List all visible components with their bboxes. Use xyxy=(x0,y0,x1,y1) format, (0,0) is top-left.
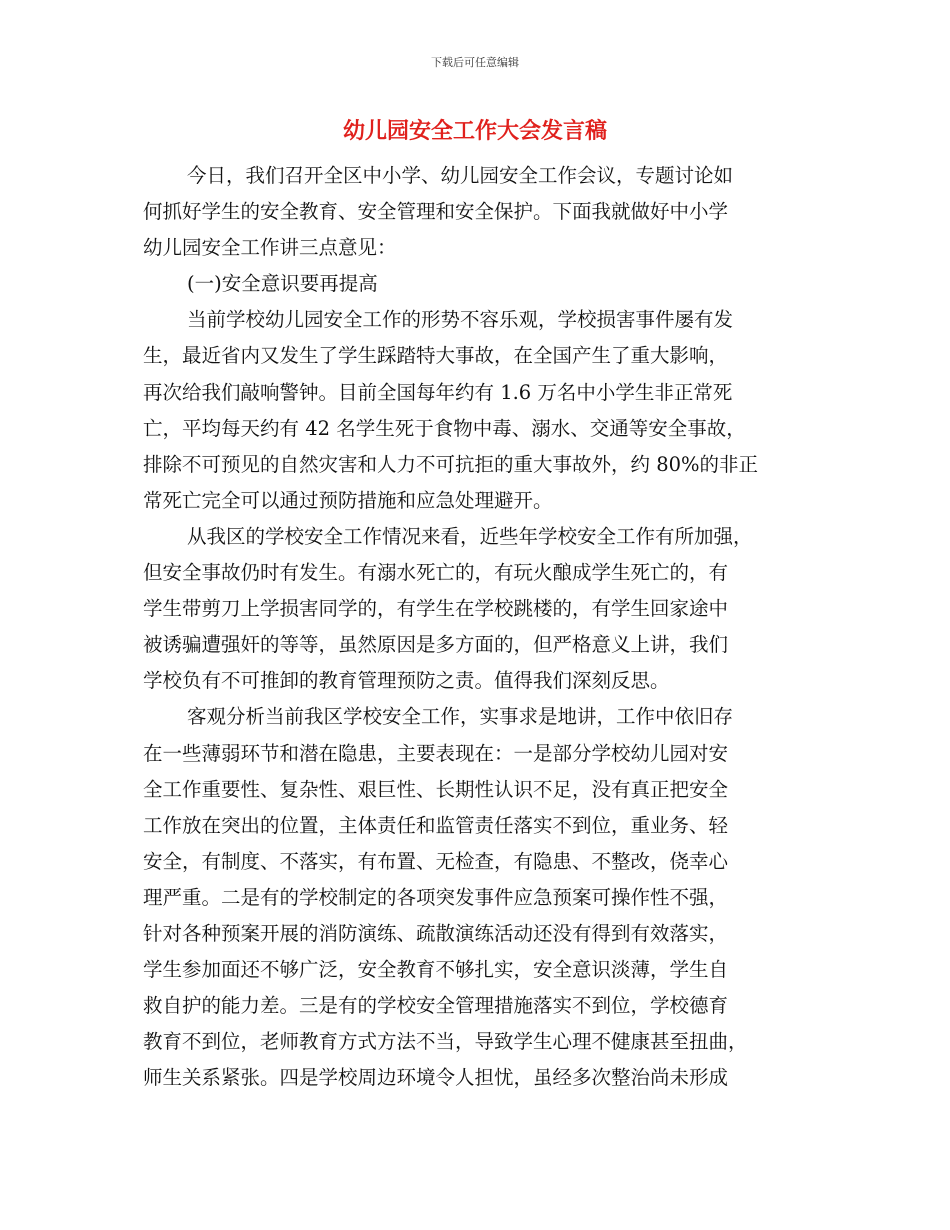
text-line: (一)安全意识要再提高 xyxy=(187,272,378,296)
text-line: 今日，我们召开全区中小学、幼儿园安全工作会议，专题讨论如 xyxy=(187,164,734,187)
text-line: 但安全事故仍时有发生。有溺水死亡的，有玩火酿成学生死亡的，有 xyxy=(143,561,729,585)
text-line: 针对各种预案开展的消防演练、疏散演练活动还没有得到有效落实， xyxy=(143,921,729,945)
document-body xyxy=(143,158,809,1096)
document-title: 幼儿园安全工作大会发言稿 xyxy=(342,119,607,144)
text-line: 当前学校幼儿园安全工作的形势不容乐观，学校损害事件屡有发 xyxy=(187,308,734,332)
text-line: 全工作重要性、复杂性、艰巨性、长期性认识不足，没有真正把安全 xyxy=(143,777,729,801)
text-line: 从我区的学校安全工作情况来看，近些年学校安全工作有所加强， xyxy=(187,524,753,548)
text-line: 客观分析当前我区学校安全工作，实事求是地讲，工作中依旧存 xyxy=(187,705,734,729)
text-line: 生，最近省内又发生了学生踩踏特大事故，在全国产生了重大影响， xyxy=(143,344,729,368)
text-line: 学校负有不可推卸的教育管理预防之责。值得我们深刻反思。 xyxy=(143,669,670,693)
text-line: 理严重。二是有的学校制定的各项突发事件应急预案可操作性不强， xyxy=(143,885,729,909)
text-line: 再次给我们敲响警钟。目前全国每年约有 1.6 万名中小学生非正常死 xyxy=(143,380,733,404)
text-line: 救自护的能力差。三是有的学校安全管理措施落实不到位，学校德育 xyxy=(143,994,729,1018)
text-line: 安全，有制度、不落实，有布置、无检查，有隐患、不整改，侥幸心 xyxy=(143,849,729,873)
text-line: 教育不到位，老师教育方式方法不当，导致学生心理不健康甚至扭曲， xyxy=(143,1030,748,1054)
text-line: 被诱骗遭强奸的等等，虽然原因是多方面的，但严格意义上讲，我们 xyxy=(143,633,729,657)
text-line: 何抓好学生的安全教育、安全管理和安全保护。下面我就做好中小学 xyxy=(143,200,729,224)
text-line: 工作放在突出的位置，主体责任和监管责任落实不到位，重业务、轻 xyxy=(143,813,729,837)
text-line: 排除不可预见的自然灾害和人力不可抗拒的重大事故外，约 80%的非正 xyxy=(143,452,759,476)
text-line: 幼儿园安全工作讲三点意见： xyxy=(143,236,397,260)
header-note: 下载后可任意编辑 xyxy=(431,56,519,69)
text-line: 师生关系紧张。四是学校周边环境令人担忧，虽经多次整治尚未形成 xyxy=(143,1066,729,1090)
text-line: 亡，平均每天约有 42 名学生死于食物中毒、溺水、交通等安全事故， xyxy=(143,416,746,440)
text-line: 在一些薄弱环节和潜在隐患，主要表现在：一是部分学校幼儿园对安 xyxy=(143,741,729,765)
text-line: 学生参加面还不够广泛，安全教育不够扎实，安全意识淡薄，学生自 xyxy=(143,958,729,982)
text-line: 学生带剪刀上学损害同学的，有学生在学校跳楼的，有学生回家途中 xyxy=(143,597,729,621)
text-line: 常死亡完全可以通过预防措施和应急处理避开。 xyxy=(143,488,553,512)
